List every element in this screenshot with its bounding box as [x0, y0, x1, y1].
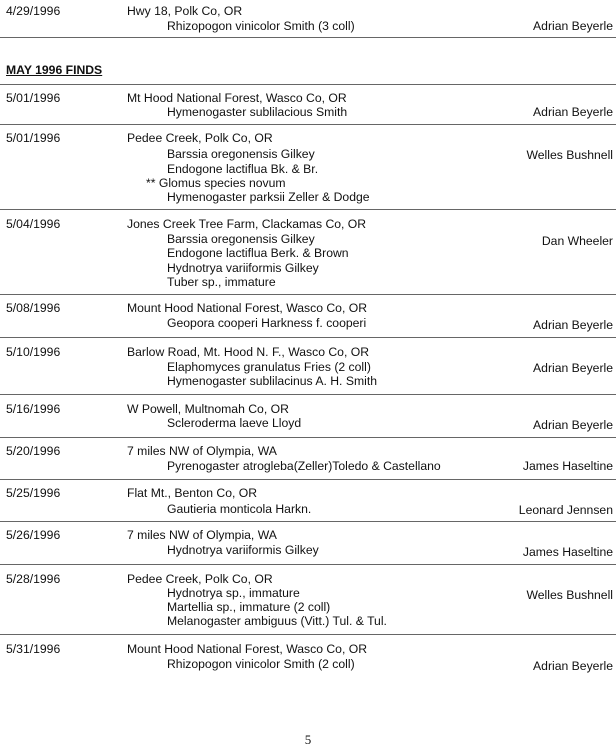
entry-location: W Powell, Multnomah Co, OR [127, 402, 289, 416]
entry-species: Geopora cooperi Harkness f. cooperi [167, 316, 367, 330]
entry-collector: Adrian Beyerle [533, 361, 613, 375]
entry-species: Martellia sp., immature (2 coll) [167, 600, 331, 614]
entry-collector: Adrian Beyerle [533, 105, 613, 119]
entry-species: Rhizopogon vinicolor Smith (3 coll) [167, 19, 355, 33]
entry-collector: James Haseltine [522, 545, 613, 559]
divider [0, 294, 616, 295]
divider [0, 394, 616, 395]
entry-date: 5/25/1996 [6, 486, 61, 500]
entry-collector: Adrian Beyerle [533, 659, 613, 673]
entry-collector: Welles Bushnell [526, 148, 613, 162]
entry-species: Barssia oregonensis Gilkey [167, 232, 315, 246]
entry-collector: Leonard Jennsen [518, 503, 613, 517]
entry-date: 5/01/1996 [6, 131, 61, 145]
divider [0, 337, 616, 338]
entry-location: Mount Hood National Forest, Wasco Co, OR [127, 301, 368, 315]
entry-species: Rhizopogon vinicolor Smith (2 coll) [167, 657, 355, 671]
entry-species: Pyrenogaster atrogleba(Zeller)Toledo & Castellano [167, 459, 441, 473]
entry-date: 5/16/1996 [6, 402, 61, 416]
entry-species: Elaphomyces granulatus Fries (2 coll) [167, 360, 371, 374]
entry-species: Hydnotrya variiformis Gilkey [167, 261, 319, 275]
entry-collector: Dan Wheeler [541, 234, 613, 248]
entry-species: Tuber sp., immature [167, 275, 276, 289]
entry-location: Mt Hood National Forest, Wasco Co, OR [127, 91, 347, 105]
entry-location: Jones Creek Tree Farm, Clackamas Co, OR [127, 217, 367, 231]
divider [0, 479, 616, 480]
entry-date: 5/01/1996 [6, 91, 61, 105]
page-number: 5 [304, 732, 312, 747]
entry-date: 5/04/1996 [6, 217, 61, 231]
entry-date: 5/20/1996 [6, 444, 61, 458]
entry-species: Hymenogaster sublilacinus A. H. Smith [167, 374, 377, 388]
divider [0, 521, 616, 522]
entry-collector: Welles Bushnell [526, 588, 613, 602]
entry-date: 5/26/1996 [6, 528, 61, 542]
entry-date: 5/28/1996 [6, 572, 61, 586]
entry-species: Hymenogaster sublilacious Smith [167, 105, 348, 119]
entry-location: Hwy 18, Polk Co, OR [127, 4, 243, 18]
entry-species: Melanogaster ambiguus (Vitt.) Tul. & Tul. [167, 614, 387, 628]
entry-species: Endogone lactiflua Bk. & Br. [167, 162, 319, 176]
entry-species: Scleroderma laeve Lloyd [167, 416, 302, 430]
entry-collector: James Haseltine [522, 459, 613, 473]
section-title: MAY 1996 FINDS [6, 63, 103, 77]
divider [0, 437, 616, 438]
entry-location: 7 miles NW of Olympia, WA [127, 528, 277, 542]
entry-species: Gautieria monticola Harkn. [167, 502, 312, 516]
entry-species: Hydnotrya variiformis Gilkey [167, 543, 319, 557]
entry-collector: Adrian Beyerle [533, 19, 613, 33]
entry-species: Endogone lactiflua Berk. & Brown [167, 246, 349, 260]
divider [0, 634, 616, 635]
entry-species: Hymenogaster parksii Zeller & Dodge [167, 190, 370, 204]
entry-location: 7 miles NW of Olympia, WA [127, 444, 277, 458]
entry-date: 5/10/1996 [6, 345, 61, 359]
entry-location: Flat Mt., Benton Co, OR [127, 486, 258, 500]
entry-location: Mount Hood National Forest, Wasco Co, OR [127, 642, 368, 656]
entry-collector: Adrian Beyerle [533, 318, 613, 332]
divider [0, 84, 616, 85]
entry-collector: Adrian Beyerle [533, 418, 613, 432]
entry-date: 5/31/1996 [6, 642, 61, 656]
entry-date: 4/29/1996 [6, 4, 61, 18]
divider [0, 37, 616, 38]
entry-location: Pedee Creek, Polk Co, OR [127, 131, 273, 145]
divider [0, 564, 616, 565]
entry-location: Pedee Creek, Polk Co, OR [127, 572, 273, 586]
divider [0, 209, 616, 210]
divider [0, 124, 616, 125]
entry-species: ** Glomus species novum [146, 176, 286, 190]
entry-location: Barlow Road, Mt. Hood N. F., Wasco Co, OR [127, 345, 370, 359]
entry-date: 5/08/1996 [6, 301, 61, 315]
entry-species: Barssia oregonensis Gilkey [167, 147, 315, 161]
entry-species: Hydnotrya sp., immature [167, 586, 300, 600]
